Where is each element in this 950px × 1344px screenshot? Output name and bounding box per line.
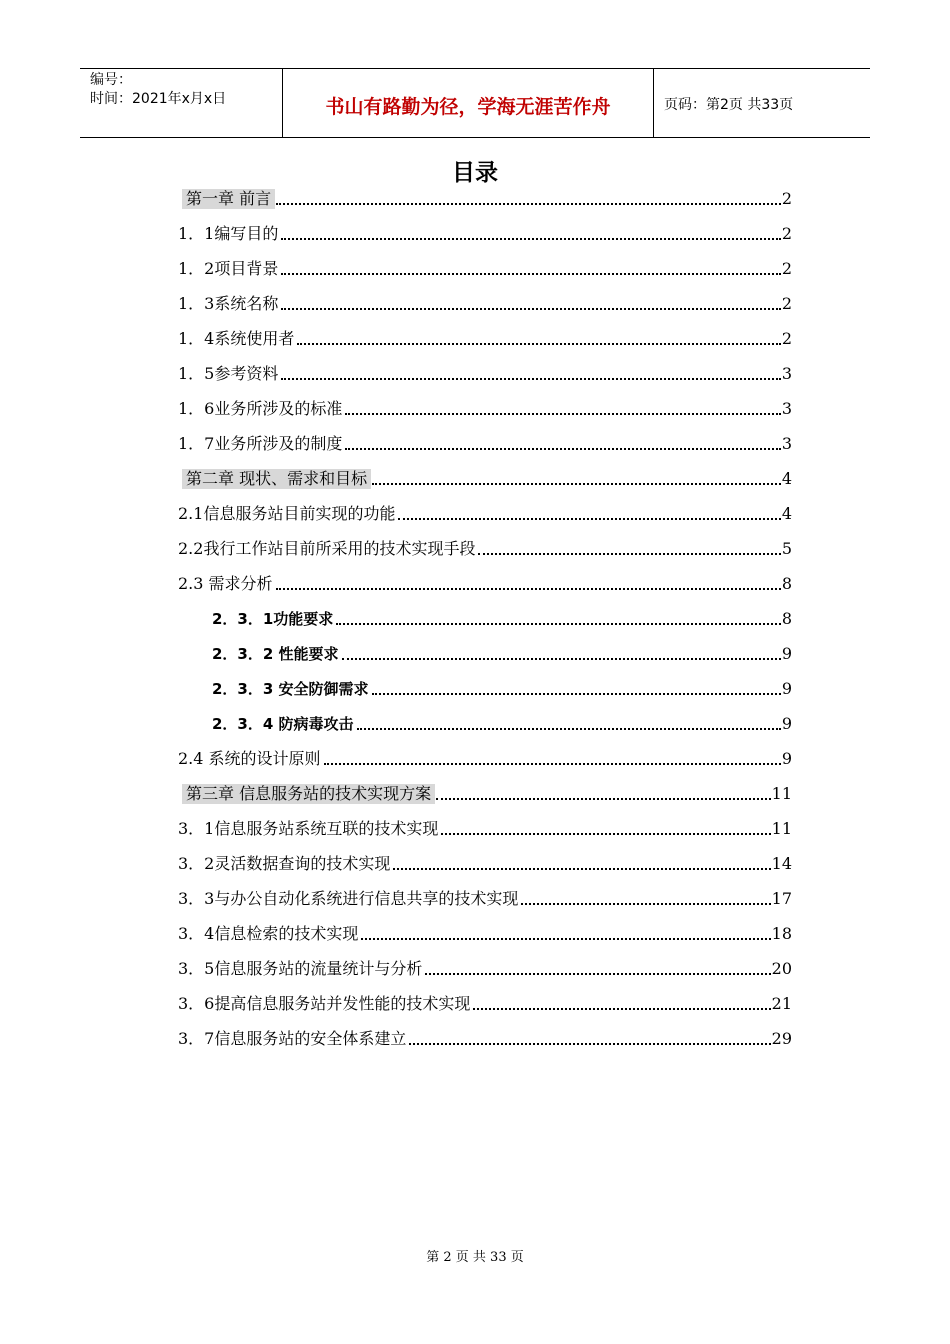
toc-entry[interactable] (182, 181, 792, 216)
toc-entry-label: 1．4系统使用者 (178, 328, 295, 348)
toc-leader-dots (372, 693, 781, 695)
toc-entry[interactable] (178, 741, 792, 776)
toc-entry-label: 1．1编写目的 (178, 223, 279, 243)
toc-entry[interactable] (182, 776, 792, 811)
toc-entry-page: 9 (781, 713, 792, 733)
toc-leader-dots (473, 1008, 770, 1010)
toc-leader-dots (398, 518, 780, 520)
toc-entry-page: 11 (771, 818, 792, 838)
toc-entry[interactable] (178, 286, 792, 321)
toc-leader-dots (478, 553, 780, 555)
toc-entry[interactable] (178, 531, 792, 566)
toc-entry-page: 5 (781, 538, 792, 558)
toc-entry-page: 8 (781, 573, 792, 593)
toc-entry-label: 1．7业务所涉及的制度 (178, 433, 343, 453)
toc-entry[interactable] (178, 811, 792, 846)
header-left-cell (80, 69, 283, 137)
toc-entry[interactable] (178, 566, 792, 601)
toc-entry-page: 29 (771, 1028, 792, 1048)
toc-leader-dots (276, 588, 781, 590)
toc-entry[interactable] (178, 846, 792, 881)
toc-leader-dots (281, 308, 780, 310)
toc-entry-label: 3．2灵活数据查询的技术实现 (178, 853, 391, 873)
toc-entry-label: 第三章 信息服务站的技术实现方案 (182, 784, 435, 804)
toc-entry-label: 3．4信息检索的技术实现 (178, 923, 359, 943)
toc-entry[interactable] (178, 321, 792, 356)
toc-entry-label: 1．6业务所涉及的标准 (178, 398, 343, 418)
toc-entry-label: 2.1信息服务站目前实现的功能 (178, 503, 396, 523)
toc-entry-label: 2.2我行工作站目前所采用的技术实现手段 (178, 538, 476, 558)
toc-entry-page: 2 (781, 223, 792, 243)
time-label: 时间：2021年x月x日 (90, 91, 227, 107)
toc-leader-dots (357, 728, 781, 730)
header-motto: 书山有路勤为径，学海无涯苦作舟 (283, 69, 654, 137)
toc-entry[interactable] (178, 426, 792, 461)
toc-entry[interactable] (178, 496, 792, 531)
toc-leader-dots (393, 868, 770, 870)
toc-entry-label: 3．6提高信息服务站并发性能的技术实现 (178, 993, 471, 1013)
toc-leader-dots (436, 798, 771, 800)
toc-entry[interactable] (212, 636, 792, 671)
toc-leader-dots (521, 903, 770, 905)
toc-entry-label: 2.4 系统的设计原则 (178, 748, 321, 768)
toc-entry[interactable] (178, 986, 792, 1021)
toc-entry-page: 11 (771, 783, 792, 803)
toc-entry-label: 1．5参考资料 (178, 363, 279, 383)
toc-entry-label: 1．2项目背景 (178, 258, 279, 278)
toc-entry[interactable] (178, 356, 792, 391)
toc-entry[interactable] (182, 461, 792, 496)
toc-entry-page: 21 (771, 993, 792, 1013)
toc-entry[interactable] (178, 1021, 792, 1056)
toc-entry-label: 3．1信息服务站系统互联的技术实现 (178, 818, 439, 838)
toc-entry-page: 2 (781, 328, 792, 348)
number-label: 编号： (90, 72, 132, 88)
toc-entry-label: 3．5信息服务站的流量统计与分析 (178, 958, 423, 978)
document-header (80, 68, 870, 138)
toc-leader-dots (342, 658, 781, 660)
toc-entry-label: 第二章 现状、需求和目标 (182, 469, 371, 489)
page-footer: 第 2 页 共 33 页 (426, 1250, 524, 1265)
toc-entry-label: 3．3与办公自动化系统进行信息共享的技术实现 (178, 888, 519, 908)
toc-leader-dots (361, 938, 770, 940)
toc-leader-dots (281, 273, 780, 275)
toc-entry-page: 20 (771, 958, 792, 978)
toc-leader-dots (276, 203, 781, 205)
toc-entry-label: 3．7信息服务站的安全体系建立 (178, 1028, 407, 1048)
toc-entry-page: 4 (781, 503, 792, 523)
toc-entry[interactable] (178, 216, 792, 251)
toc-entry-page: 2 (781, 188, 792, 208)
toc-entry[interactable] (178, 251, 792, 286)
toc-entry-label: 2.3 需求分析 (178, 573, 273, 593)
toc-entry-page: 9 (781, 748, 792, 768)
toc-entry-label: 2．3．4 防病毒攻击 (212, 714, 354, 733)
toc-entry-label: 1．3系统名称 (178, 293, 279, 313)
toc-leader-dots (345, 448, 780, 450)
toc-leader-dots (425, 973, 770, 975)
toc-entry-page: 9 (781, 678, 792, 698)
toc-entry[interactable] (178, 916, 792, 951)
toc-entry[interactable] (178, 881, 792, 916)
toc-entry-page: 14 (771, 853, 792, 873)
toc-entry-page: 3 (781, 398, 792, 418)
toc-entry[interactable] (212, 706, 792, 741)
toc-leader-dots (336, 623, 781, 625)
toc-leader-dots (281, 238, 780, 240)
toc-entry-label: 2．3．1功能要求 (212, 609, 334, 628)
toc-leader-dots (281, 378, 780, 380)
toc-entry-page: 2 (781, 293, 792, 313)
toc-entry-label: 2．3．3 安全防御需求 (212, 679, 369, 698)
toc-entry-page: 2 (781, 258, 792, 278)
header-page-info: 页码：第2页 共33页 (664, 97, 794, 113)
toc-entry-page: 17 (771, 888, 792, 908)
toc-title: 目录 (452, 160, 498, 186)
toc-entry[interactable] (212, 671, 792, 706)
toc-entry-page: 4 (781, 468, 792, 488)
toc-entry[interactable] (178, 951, 792, 986)
toc-leader-dots (345, 413, 780, 415)
toc-entry-label: 第一章 前言 (182, 189, 275, 209)
toc-entry[interactable] (178, 391, 792, 426)
toc-entry[interactable] (212, 601, 792, 636)
toc-entry-page: 8 (781, 608, 792, 628)
toc-entry-label: 2．3．2 性能要求 (212, 644, 339, 663)
toc-leader-dots (441, 833, 770, 835)
toc-leader-dots (297, 343, 780, 345)
toc-entry-page: 3 (781, 363, 792, 383)
toc-leader-dots (372, 483, 781, 485)
toc-leader-dots (324, 763, 781, 765)
toc-entry-page: 9 (781, 643, 792, 663)
toc-entry-page: 3 (781, 433, 792, 453)
toc-leader-dots (409, 1043, 770, 1045)
toc-entry-page: 18 (771, 923, 792, 943)
